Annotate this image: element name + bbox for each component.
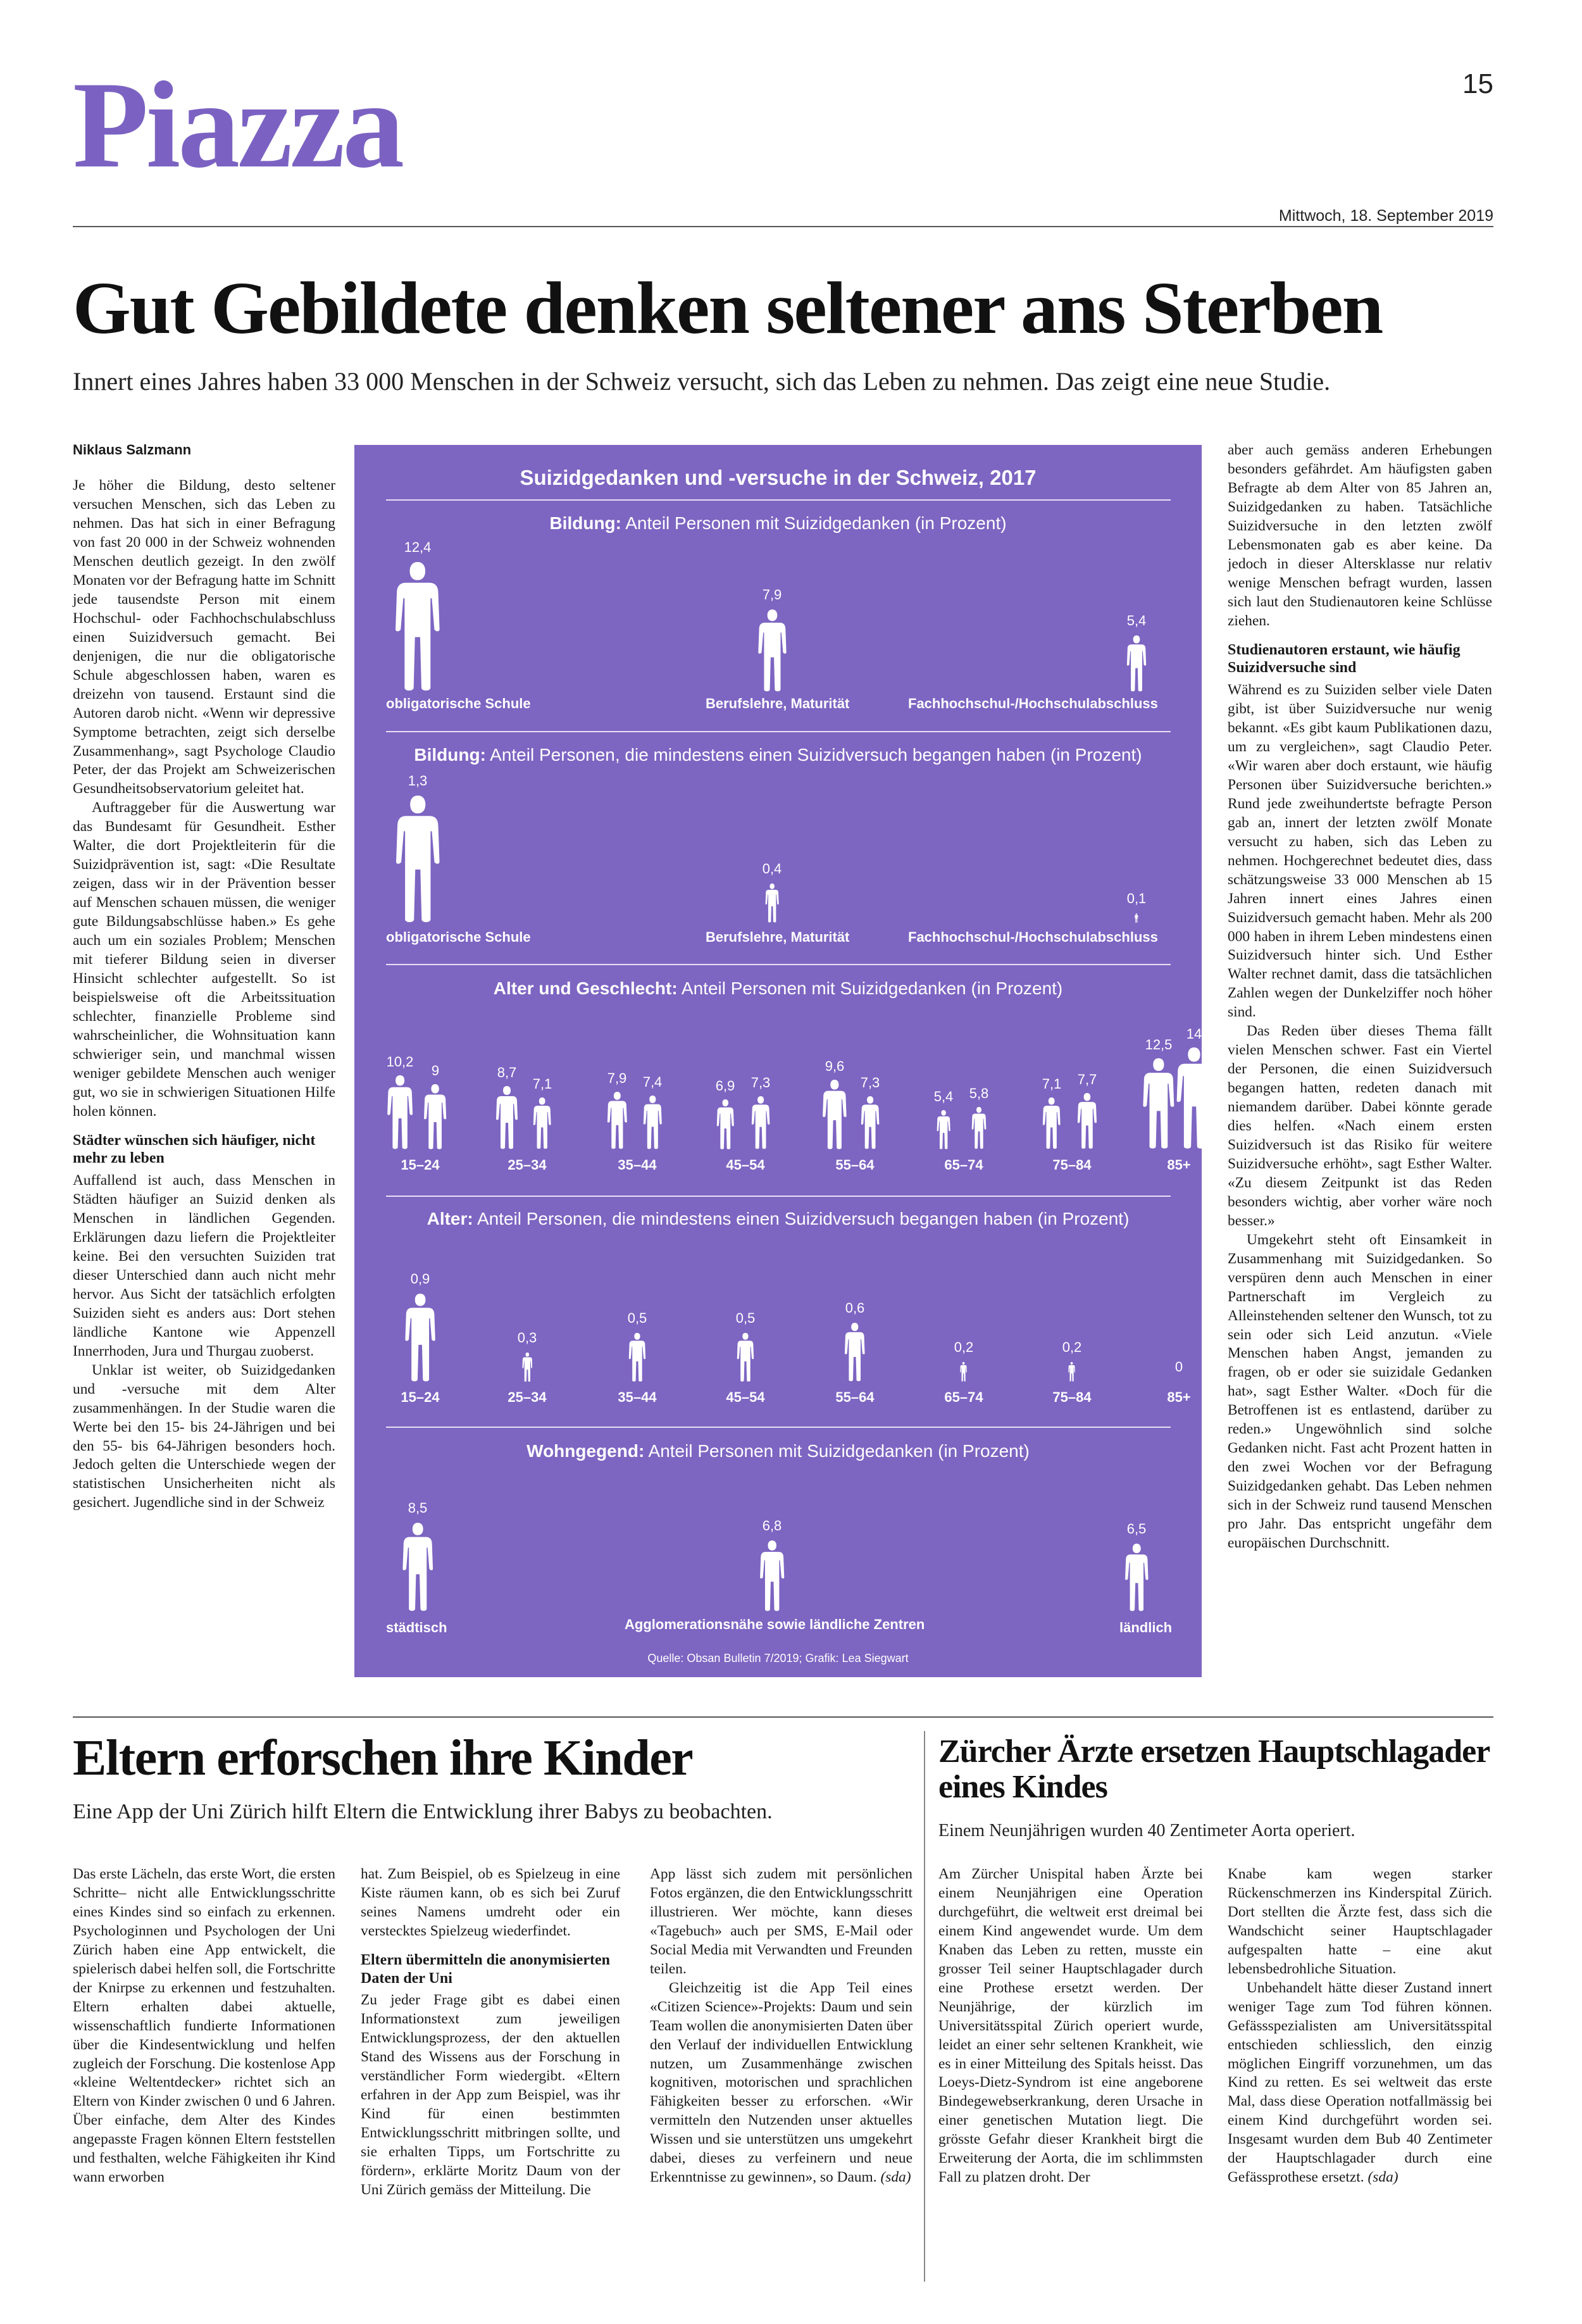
value-label: 10,2 (386, 1053, 414, 1070)
age-group-label: 25–34 (508, 1157, 547, 1173)
article2-column-1 (73, 1865, 335, 2187)
value-label: 7,9 (762, 586, 782, 603)
infographic-source: Quelle: Obsan Bulletin 7/2019; Grafik: Lea Siegwart (647, 1652, 909, 1665)
paragraph: Gleichzeitig ist die App Teil eines «Citizen Science»-Projekts: Daum und sein Team wollen die anonymisierten Daten über den Verlauf der individuellen Entwicklung nutzen, um Zusammenhänge zwischen kognitiven, motorischen und sprachlichen Fähigkeiten besser zu erforschen. «Wir vermitteln den Nutzenden unser aktuelles Wissen und sie unterstützen uns umgekehrt dabei, dieses zu verfeinern und neue Erkenntnisse zu gewinnen», so Daum. (sda) (650, 1979, 912, 2186)
value-label: 8,7 (497, 1064, 517, 1080)
person-figure (1126, 635, 1147, 692)
paragraph: App lässt sich zudem mit persönlichen Fotos ergänzen, die den Entwicklungsschritt illustrieren. Wer möchte, kann dieses «Tagebuch» auch per SMS, E-Mail oder Social Media mit Verwandten und Freunden teilen. (650, 1866, 912, 1977)
age-group-label: 55–64 (835, 1389, 875, 1405)
age-group-label: 75–84 (1052, 1389, 1092, 1405)
divider (386, 964, 1171, 965)
person-figure-b (1077, 1093, 1097, 1149)
value-label: 9 (431, 1062, 440, 1078)
value-label: 0,3 (517, 1329, 537, 1346)
person-figure (1124, 1544, 1149, 1611)
category-label: Berufslehre, Maturität (706, 696, 850, 711)
value-label: 0,2 (1062, 1339, 1082, 1355)
value-label: 7,1 (532, 1076, 552, 1092)
paragraph: hat. Zum Beispiel, ob es Spielzeug in eine Kiste räumen kann, ob es sich bei Zuruf seines Namens umdreht oder ein verstecktes Spielzeug wiederfindet. (361, 1866, 620, 1939)
person-figure (844, 1323, 865, 1382)
age-group-label: 15–24 (401, 1389, 440, 1405)
section-title-age-attempts: Alter: Anteil Personen, die mindestens einen Suizidversuch begangen haben (in Prozent) (427, 1209, 1130, 1228)
value-label: 5,4 (1126, 612, 1147, 628)
value-label: 7,3 (751, 1075, 771, 1091)
age-group-label: 45–54 (726, 1157, 765, 1173)
author-byline: Niklaus Salzmann (73, 442, 192, 458)
person-figure (757, 609, 787, 692)
age-group-label: 35–44 (618, 1157, 657, 1173)
person-figure (628, 1333, 646, 1382)
person-figure (1135, 913, 1138, 923)
article2-lead: Eine App der Uni Zürich hilft Eltern die Entwicklung ihrer Babys zu beobachten. (73, 1800, 773, 1823)
age-group-label: 55–64 (835, 1157, 875, 1173)
divider (386, 731, 1171, 732)
issue-date: Mittwoch, 18. September 2019 (1278, 207, 1493, 225)
article3-column-1 (938, 1865, 1203, 2187)
person-figure (395, 796, 441, 923)
person-figure (402, 1523, 433, 1611)
value-label: 9,6 (825, 1058, 845, 1074)
person-figure (522, 1353, 533, 1382)
person-figure (759, 1540, 785, 1611)
subheading: Studienautoren erstaunt, wie häufig Suizidversuche sind (1228, 641, 1461, 677)
category-label: obligatorische Schule (386, 929, 531, 945)
section-title-education-thoughts: Bildung: Anteil Personen mit Suizidgedanken (in Prozent) (549, 513, 1007, 533)
age-group-label: 25–34 (508, 1389, 547, 1405)
value-label: 0,1 (1126, 890, 1147, 906)
page-number: 15 (1462, 68, 1493, 99)
paragraph: Umgekehrt steht oft Einsamkeit in Zusammenhang mit Suizidgedanken. So verspüren denn auch Menschen in einer Partnerschaft im Vergleich zu Alleinstehenden seltener den Wunsch, tot zu sein oder sich Leid anzutun. «Viele Menschen haben Angst, jemanden zu fragen, ob er oder sie suizidale Gedanken hat», sagt Esther Walter. «Doch für die Betroffenen ist es entlastend, darüber zu reden.» Ungewöhnlich sind solche Gedanken nicht. Fast acht Prozent hatten in den zwei Wochen vor der Befragung Suizidgedanken gehabt. Das Leben nehmen sich in der Schweiz rund tausend Menschen pro Jahr. Das entspricht ungefähr dem europäischen Durchschnitt. (1228, 1231, 1492, 1552)
value-label: 7,7 (1077, 1071, 1097, 1088)
category-label: Fachhochschul-/Hochschulabschluss (908, 696, 1158, 711)
person-figure-a (1042, 1097, 1061, 1149)
age-group-label: 85+ (1167, 1157, 1191, 1173)
subheading: Städter wünschen sich häufiger, nicht mehr zu leben (73, 1132, 316, 1167)
person-figure-a (716, 1099, 735, 1149)
main-headline: Gut Gebildete denken seltener ans Sterben (73, 266, 1383, 349)
person-figure-b (971, 1107, 987, 1149)
age-group-label: 15–24 (401, 1157, 440, 1173)
person-figure-b (423, 1084, 447, 1150)
divider (386, 499, 1171, 501)
person-figure-a (495, 1086, 518, 1149)
paragraph: Während es zu Suiziden selber viele Daten gibt, ist über Suizidversuche nur wenig bekannt. «Es gibt kaum Publikationen dazu, um zu vergleichen», sagt Claudio Peter. «Wir waren aber doch erstaunt, wie häufig Personen über Suizidversuche berichten.» Rund jede zweihundertste befragte Person gab an, innert der letzten zwölf Monate versucht zu haben, sich das Leben zu nehmen. Hochgerechnet bedeutet dies, dass schätzungsweise 33 000 Menschen ab 15 Jahren innert eines Jahres einen Suizidversuch gemacht haben. Mehr als 200 000 haben in ihrem Leben mindestens einen Suizidversuch hinter sich. Und Esther Walter rechnet damit, dass die tatsächlichen Zahlen wegen der Dunkelziffer noch höher sind. (1228, 682, 1492, 1021)
person-figure-b (643, 1096, 663, 1149)
article3-headline: Zürcher Ärzte ersetzen Hauptschlagader eines Kindes (938, 1734, 1490, 1806)
value-label: 6,9 (715, 1077, 735, 1094)
person-figure-a (387, 1075, 413, 1149)
value-label: 12,5 (1145, 1037, 1173, 1053)
value-label: 5,4 (933, 1088, 954, 1104)
value-label: 6,8 (762, 1517, 782, 1534)
person-figure-a (1142, 1058, 1175, 1149)
category-label: städtisch (386, 1620, 447, 1635)
paragraph: aber auch gemäss anderen Erhebungen besonders gefährdet. Am häufigsten gaben Befragte ab dem Alter von 85 Jahren an, Suizidgedanken zu haben. Tatsächliche Suizidversuche in den letzten zwölf Lebensmonaten gab es aber keine. Da jedoch in dieser Altersklasse nur relativ wenige Menschen befragt wurden, lassen sich laut den Studienautoren keine Schlüsse ziehen. (1228, 442, 1492, 629)
value-label: 7,3 (860, 1075, 880, 1091)
person-figure-b (751, 1096, 770, 1149)
person-figure (1068, 1362, 1075, 1382)
article2-column-2 (361, 1865, 620, 2200)
column-divider (924, 1731, 925, 2282)
age-group-label: 45–54 (726, 1389, 765, 1405)
header-rule (73, 226, 1493, 227)
paragraph: Das Reden über dieses Thema fällt vielen Menschen schwer. Fast ein Viertel der Personen, die einen Suizidversuch begangen hatten, redeten danach mit niemandem darüber. Dabei könnte gerade dies helfen. «Nach einem ersten Suizidversuch ist das Risiko für weitere Suizidversuche erhöht», sagt Esther Walter. «Zu diesem Zeitpunkt ist das Reden besonders wichtig, aber vorher wäre noch besser.» (1228, 1023, 1492, 1229)
value-label: 0,5 (735, 1309, 756, 1326)
paragraph: Auffallend ist auch, dass Menschen in Städten häufiger an Suizid denken als Menschen in ländlichen Gegenden. Erklärungen dazu liefern die Projektleiter keine. Bei den versuchten Suiziden trat dieser Unterschied dann auch nicht mehr hervor. Aus Sicht der tatsächlich erfolgten Suiziden sieht es anders aus: Dort stehen ländliche Kantone wie Appenzell Innerrhoden, Jura und Thurgau zuoberst. (73, 1172, 335, 1359)
value-label: 7,4 (642, 1073, 663, 1090)
category-label: ländlich (1119, 1620, 1173, 1635)
paragraph: Das erste Lächeln, das erste Wort, die ersten Schritte– nicht alle Entwicklungsschritte eines Kindes sind so einfach zu erkennen. Psychologinnen und Psychologen der Uni Zürich haben eine App entwickelt, die spielerisch dabei helfen soll, die Fortschritte der Knirpse zu erkennen und festzuhalten. Eltern erhalten dabei aktuelle, wissenschaftlich fundierte Informationen über die Kindesentwicklung und helfen zugleich der Forschung. Die kostenlose App «kleine Weltentdecker» richtet sich an Eltern von Kinder zwischen 0 und 6 Jahren. Über einfache, dem Alter des Kindes angepasste Fragen können Eltern feststellen und festhalten, welche Fähigkeiten ihr Kind wann erworben (73, 1866, 335, 2186)
person-figure-a (607, 1092, 628, 1149)
main-right-column (1228, 441, 1492, 1553)
paragraph: Zu jeder Frage gibt es dabei einen Informationstext zum jeweiligen Entwicklungsprozess, der den aktuellen Stand des Wissens aus der Forschung in verständlicher Form wiedergibt. «Eltern erfahren in der App zum Beispiel, was ihr Kind für einen bestimmten Entwicklungsschritt mitbringen sollte, und sie erhalten Tipps, um Fortschritte zu fördern», erklärte Moritz Daum von der Uni Zürich gemäss der Mitteilung. Die (361, 1992, 620, 2198)
value-label: 0 (1174, 1359, 1183, 1375)
section-title-education-attempts: Bildung: Anteil Personen, die mindestens einen Suizidversuch begangen haben (in Prozent) (414, 745, 1142, 765)
article2-headline: Eltern erforschen ihre Kinder (73, 1730, 693, 1786)
person-figure-b (533, 1097, 551, 1149)
main-lead: Innert eines Jahres haben 33 000 Menschen in der Schweiz versucht, sich das Leben zu nehmen. Das zeigt eine neue Studie. (73, 367, 1331, 396)
paragraph: Unklar ist weiter, ob Suizidgedanken und -versuche mit dem Alter zusammenhängen. In der Studie waren die Werte bei den 15- bis 24-Jährigen und bei den 55- bis 64-Jährigen besonders hoch. Jedoch gelten die Unterschiede wegen der statistischen Unsicherheiten nicht als gesichert. Jugendliche sind in der Schweiz (73, 1361, 335, 1511)
value-label: 7,9 (607, 1070, 627, 1087)
value-label: 0,2 (954, 1339, 974, 1355)
value-label: 0,9 (410, 1270, 430, 1287)
value-label: 0,5 (627, 1309, 647, 1326)
divider (386, 1196, 1171, 1197)
value-label: 8,5 (408, 1499, 428, 1516)
value-label: 14 (1186, 1026, 1202, 1042)
age-group-label: 65–74 (944, 1389, 983, 1405)
category-label: Fachhochschul-/Hochschulabschluss (908, 929, 1158, 945)
infographic (354, 445, 1202, 1677)
person-figure-a (937, 1110, 950, 1149)
value-label: 0,4 (762, 861, 782, 877)
person-figure (960, 1362, 967, 1382)
person-figure (737, 1333, 754, 1382)
section-title-age-gender-thoughts: Alter und Geschlecht: Anteil Personen mit Suizidgedanken (in Prozent) (493, 978, 1063, 998)
age-group-label: 75–84 (1052, 1157, 1092, 1173)
person-figure (404, 1294, 436, 1382)
value-label: 5,8 (969, 1085, 989, 1102)
category-label: Agglomerationsnähe sowie ländliche Zentren (625, 1616, 925, 1632)
person-figure (765, 884, 779, 923)
article2-column-3 (650, 1865, 912, 2187)
paragraph: Knabe kam wegen starker Rückenschmerzen ins Kinderspital Zürich. Dort stellten die Ärzte fest, dass sich die Wandschicht seiner Hauptschlagader aufgespalten hatte – eine akut lebensbedrohliche Situation. (1228, 1866, 1492, 1977)
paragraph: Auftraggeber für die Auswertung war das Bundesamt für Gesundheit. Esther Walter, die dort Projektleiterin für die Suizidprävention ist, sagt: «Die Resultate zeigen, dass wir in der Prävention besser auf Menschen schauen müssen, die weniger gute Bildungsabschlüsse haben.» Es gehe auch um ein soziales Problem; Menschen mit tieferer Bildung seien in diverser Hinsicht schlechter aufgestellt. So ist beispielsweise oft die Arbeitssituation schlechter, finanzielle Probleme sind wahrscheinlicher, die Wohnsituation kann schwieriger sein, und manchmal wissen weniger gebildete Menschen auch weniger gut, wo sie in schwierigen Situationen Hilfe holen können. (73, 799, 335, 1120)
main-left-column (73, 441, 335, 1513)
category-label: obligatorische Schule (386, 696, 531, 711)
age-group-label: 35–44 (618, 1389, 657, 1405)
value-label: 12,4 (404, 539, 432, 556)
article3-lead: Einem Neunjährigen wurden 40 Zentimeter Aorta operiert. (938, 1821, 1355, 1840)
divider (386, 1427, 1171, 1428)
category-label: Berufslehre, Maturität (706, 929, 850, 945)
person-figure (394, 562, 441, 692)
person-figure-b (861, 1096, 880, 1149)
paragraph: Unbehandelt hätte dieser Zustand innert weniger Tage zum Tod führen können. Gefässspezialisten am Universitätsspital entschieden schliesslich, den einzig möglichen Eingriff vorzunehmen, um das Kind zu retten. Es sei weltweit das erste Mal, dass diese Operation notfallmässig bei einem Kind durchgeführt worden sei. Insgesamt wurden dem Bub 40 Zentimeter der Hauptschlagader durch eine Gefässprothese ersetzt. (sda) (1228, 1979, 1492, 2186)
age-group-label: 85+ (1167, 1389, 1191, 1405)
value-label: 7,1 (1042, 1076, 1062, 1092)
article3-column-2 (1228, 1865, 1492, 2187)
person-figure-b (1176, 1047, 1212, 1149)
subheading: Eltern übermitteln die anonymisierten Daten der Uni (361, 1951, 610, 1987)
masthead-logo: Piazza (73, 56, 402, 194)
infographic-title: Suizidgedanken und -versuche in der Schweiz, 2017 (520, 466, 1037, 489)
section-rule (73, 1716, 1493, 1718)
value-label: 6,5 (1126, 1520, 1147, 1537)
paragraph: Am Zürcher Unispital haben Ärzte bei einem Neunjährigen eine Operation durchgeführt, die weltweit erst dreimal bei einem Kind angewendet wurde. Um dem Knaben das Leben zu retten, musste ein grosser Teil seiner Hauptschlagader durch eine Prothese ersetzt werden. Der Neunjährige, der kürzlich im Universitätsspital Zürich operiert wurde, leidet an einer sehr seltenen Krankheit, wie es in einer Mitteilung des Spitals heisst. Das Loeys-Dietz-Syndrom ist eine angeborene Bindegewebserkrankung, deren Ursache in einer genetischen Mutation liegt. Die grösste Gefahr dieser Krankheit birgt die Erweiterung der Aorta, die im schlimmsten Fall zu platzen droht. Der (938, 1866, 1203, 2186)
value-label: 1,3 (408, 772, 428, 789)
age-group-label: 65–74 (944, 1157, 983, 1173)
value-label: 0,6 (845, 1300, 865, 1316)
section-title-region-thoughts: Wohngegend: Anteil Personen mit Suizidgedanken (in Prozent) (526, 1441, 1030, 1461)
paragraph: Je höher die Bildung, desto seltener versuchen Menschen, sich das Leben zu nehmen. Das hat sich in einer Befragung von fast 20 000 in der Schweiz wohnenden Menschen deutlich gezeigt. In den zwölf Monaten vor der Befragung hatte im Schnitt jede tausendste Person mit einem Hochschul- oder Fachhochschulabschluss einen Suizidversuch gemacht. Bei denjenigen, die nur die obligatorische Schule abgeschlossen haben, waren es dreizehn von tausend. Erstaunt sind die Autoren darob nicht. «Wenn wir depressive Symptome betrachten, zeigt sich derselbe Zusammenhang», sagt Psychologe Claudio Peter, der das Projekt am Schweizerischen Gesundheitsobservatorium geleitet hat. (73, 477, 335, 797)
